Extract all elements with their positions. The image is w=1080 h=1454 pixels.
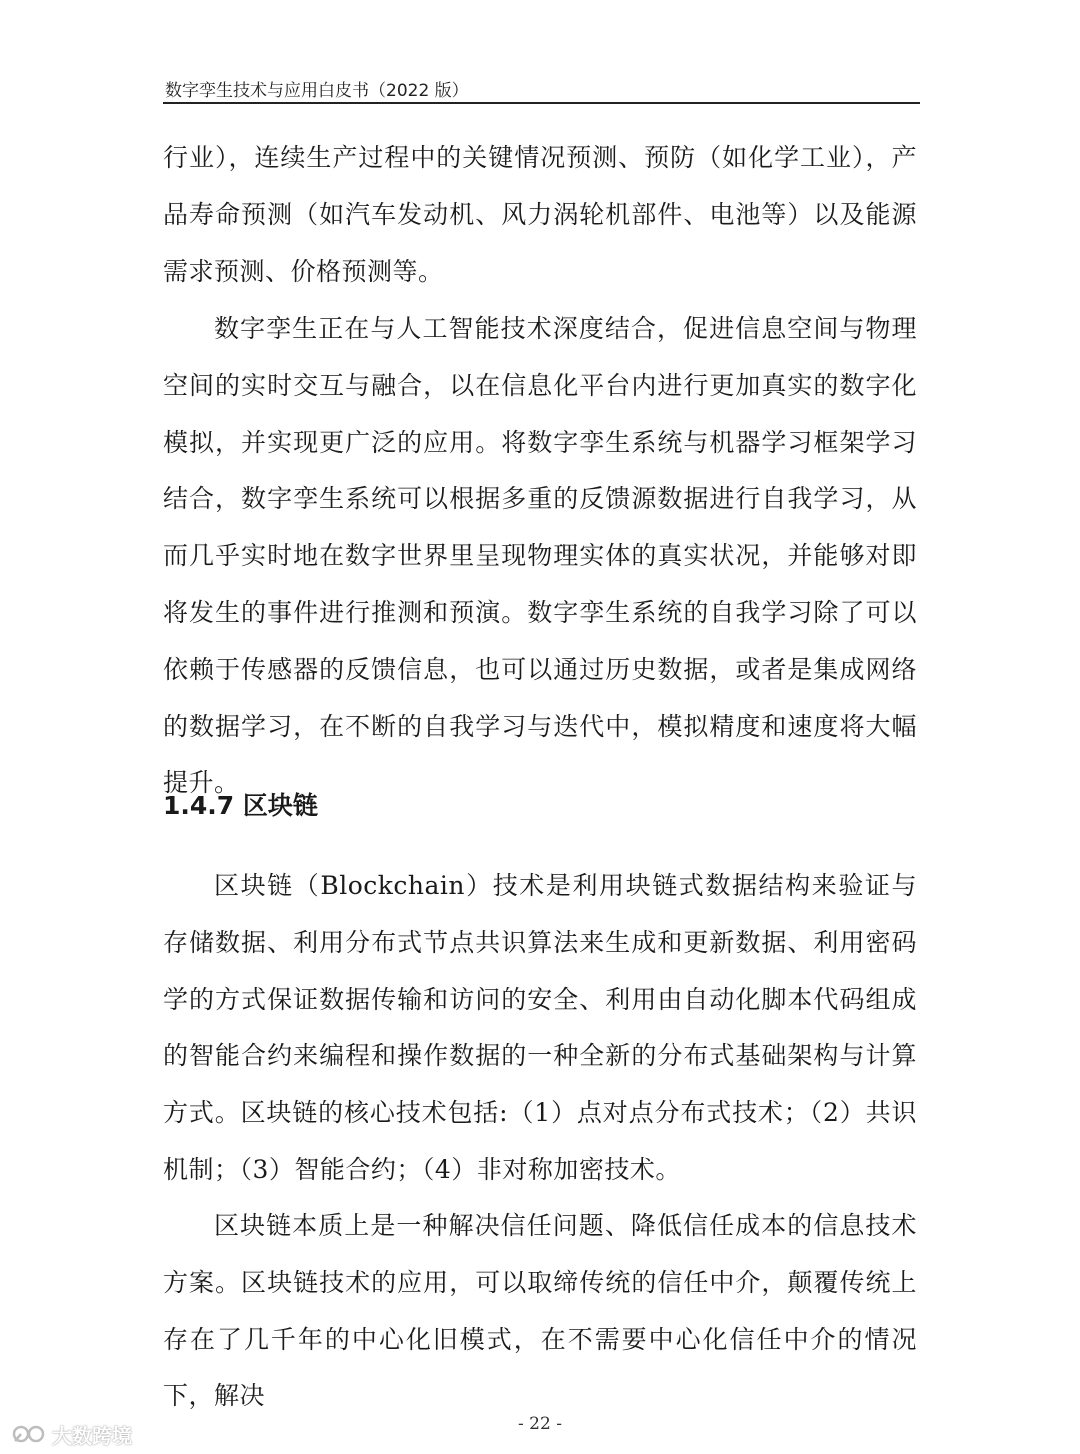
section-heading: 1.4.7 区块链 [163,791,318,820]
document-title: 数字孪生技术与应用白皮书（2022 版） [165,81,469,101]
brand-logo-icon [12,1421,46,1447]
watermark [12,1419,132,1449]
paragraph-continuation: 行业），连续生产过程中的关键情况预测、预防（如化学工业），产品寿命预测（如汽车发动机、风力涡轮机部件、电池等）以及能源需求预测、价格预测等。 [163,143,917,286]
page-header [163,72,920,104]
paragraph-blockchain-essence: 区块链本质上是一种解决信任问题、降低信任成本的信息技术方案。区块链技术的应用，可以取缔传统的信任中介，颠覆传统上存在了几千年的中心化旧模式，在不需要中心化信任中介的情况下，解决 [163,1211,917,1411]
page-number: - 22 - [518,1414,562,1434]
watermark-text: 大数跨境 [52,1423,132,1448]
paragraph-blockchain-definition: 区块链（Blockchain）技术是利用块链式数据结构来验证与存储数据、利用分布式节点共识算法来生成和更新数据、利用密码学的方式保证数据传输和访问的安全、利用由自动化脚本代码组成的智能合约来编程和操作数据的一种全新的分布式基础架构与计算方式。区块链的核心技术包括:（1）点对点分布式技术；（2）共识机制；（3）智能合约；（4）非对称加密技术。 [163,871,917,1184]
paragraph-ai-integration: 数字孪生正在与人工智能技术深度结合，促进信息空间与物理空间的实时交互与融合，以在信息化平台内进行更加真实的数字化模拟，并实现更广泛的应用。将数字孪生系统与机器学习框架学习结合，数字孪生系统可以根据多重的反馈源数据进行自我学习，从而几乎实时地在数字世界里呈现物理实体的真实状况，并能够对即将发生的事件进行推测和预演。数字孪生系统的自我学习除了可以依赖于传感器的反馈信息，也可以通过历史数据，或者是集成网络的数据学习，在不断的自我学习与迭代中，模拟精度和速度将大幅提升。 [163,314,917,798]
